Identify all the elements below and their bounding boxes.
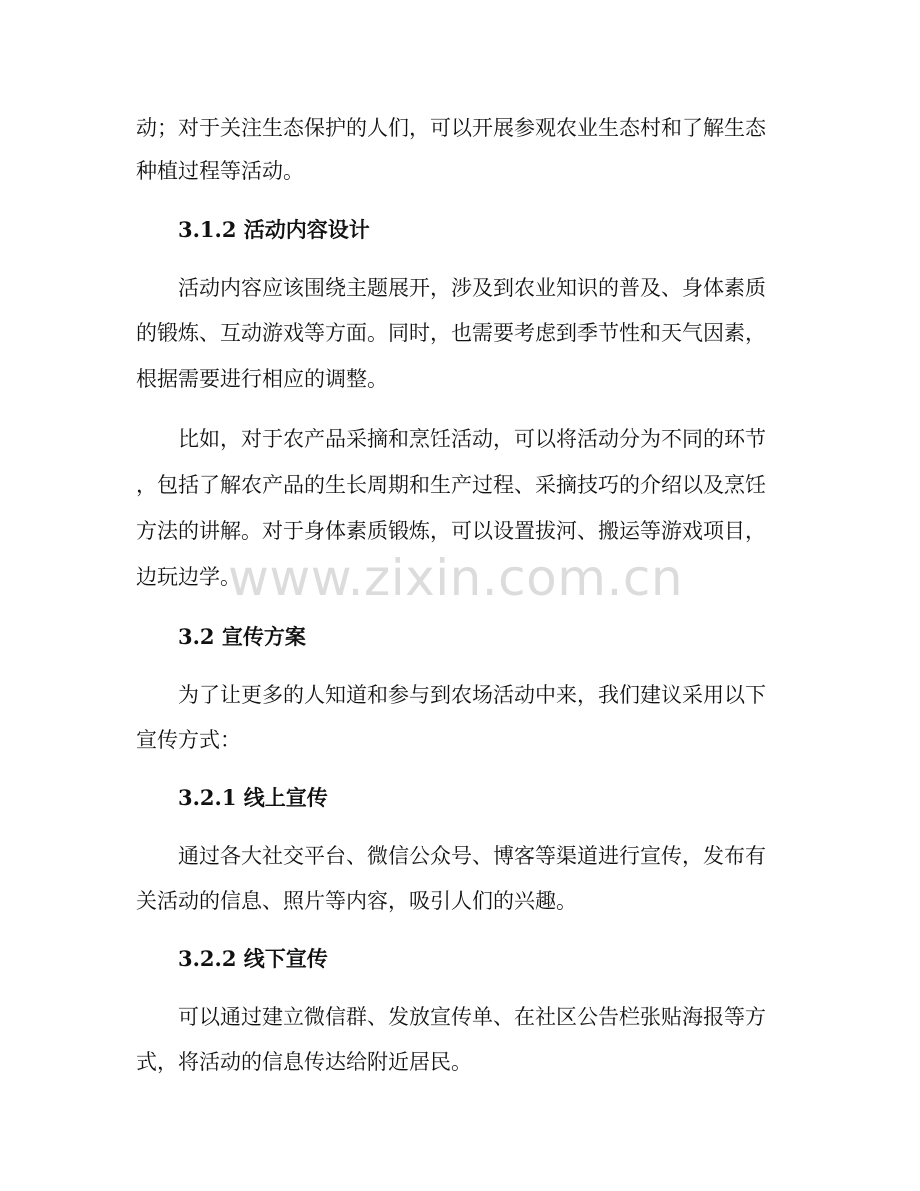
- text-line: 关活动的信息、照片等内容，吸引人们的兴趣。: [136, 889, 577, 913]
- section-heading-3-1-2: 3.1.2 活动内容设计: [178, 217, 370, 242]
- text-line: 方法的讲解。对于身体素质锻炼，可以设置拔河、搬运等游戏项目，: [136, 519, 766, 543]
- section-heading-3-2: 3.2 宣传方案: [178, 624, 306, 649]
- text-line: 活动内容应该围绕主题展开，涉及到农业知识的普及、身体素质: [178, 276, 766, 300]
- text-line: 根据需要进行相应的调整。: [136, 367, 388, 391]
- section-heading-3-2-2: 3.2.2 线下宣传: [178, 946, 328, 971]
- text-line: 种植过程等活动。: [136, 159, 304, 183]
- text-line: 比如，对于农产品采摘和烹饪活动，可以将活动分为不同的环节: [178, 427, 766, 451]
- text-line: 可以通过建立微信群、发放宣传单、在社区公告栏张贴海报等方: [178, 1005, 766, 1029]
- text-line: 动；对于关注生态保护的人们，可以开展参观农业生态村和了解生态: [136, 116, 766, 140]
- text-line: 边玩边学。: [136, 565, 241, 589]
- text-line: ，包括了解农产品的生长周期和生产过程、采摘技巧的介绍以及烹饪: [136, 473, 766, 497]
- text-line: 为了让更多的人知道和参与到农场活动中来，我们建议采用以下: [178, 683, 766, 707]
- watermark: www.zixin.com.cn: [228, 549, 684, 607]
- text-line: 式，将活动的信息传达给附近居民。: [136, 1050, 472, 1074]
- section-heading-3-2-1: 3.2.1 线上宣传: [178, 785, 328, 810]
- text-line: 通过各大社交平台、微信公众号、博客等渠道进行宣传，发布有: [178, 844, 766, 868]
- text-line: 的锻炼、互动游戏等方面。同时，也需要考虑到季节性和天气因素，: [136, 321, 766, 345]
- text-line: 宣传方式：: [136, 728, 241, 752]
